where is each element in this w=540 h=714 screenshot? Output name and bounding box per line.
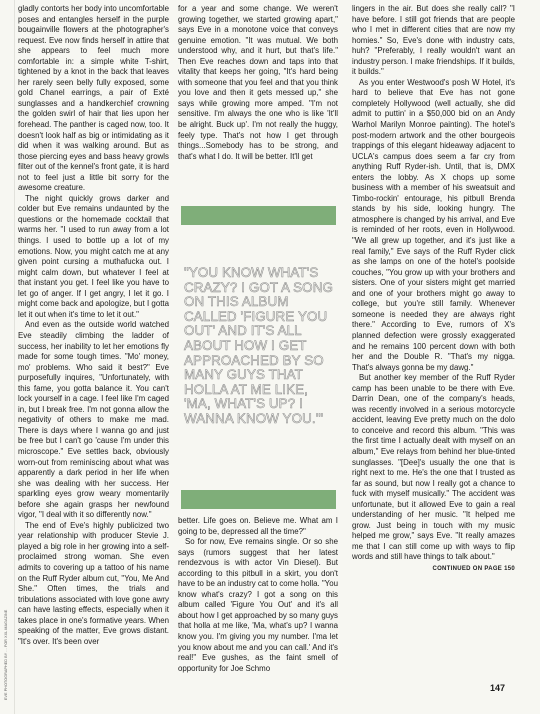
article-column-3 xyxy=(352,4,515,694)
paragraph: lingers in the air. But does she really call? "I have before. I still got friends that are people who I met in different cities that are now my homies." So, Eve's done with industry cats, huh? "Preferably, I really wouldn't want an industry person. I make friendships. If it builds, it builds." xyxy=(352,4,515,77)
article-column-1 xyxy=(18,4,169,709)
paragraph: So for now, Eve remains single. Or so she says (rumors suggest that her latest rendezvous is with actor Vin Diesel). But according to this pitbull in a skirt, you don't have to be an industry cat to come holla. "You know what's crazy? I got a song on this album called 'Figure You Out' and it's all about how I get approached by so many guys that holla at me like, 'Ma, what's up? I wanna know you. I'm giving you my number. I'ma let you know about me and you can call.' And it's real!" Eve gushes, as the faint smell of opportunity for Joe Schmo xyxy=(178,537,338,673)
paragraph: And even as the outside world watched Eve steadily climbing the ladder of success, her inability to let her emotions fly made for some tough times. "Mo' money, mo' problems. Who said it best?" Eve purposefully inquires, "Unfortunately, with this fame, you gotta balance it. You can't lock yourself in a cage. I feel like I'm caged in, but I break free. I'm not gonna allow the negativity of others to make me mad. There is days where I wanna go and just be free but I can't go 'cause I'm under this microscope." Eve settles back, obviously worn-out from reminiscing about what was apparently a dark period in her life when she was dealing with her success. Her sparkling eyes grow weary momentarily before she again grasps her newfound vigor, "I deal with it so differently now." xyxy=(18,320,169,520)
pull-quote-box xyxy=(184,266,338,427)
article-column-2-top xyxy=(178,4,338,194)
paragraph: gladly contorts her body into uncomfortable poses and entangles herself in the purple bougainville flowers at the photographer's request. Eve now finds herself in attire that she appears to feel much more comfortable in: a simple white T-shirt, tightened by a knot in the back that leaves her rarely seen belly fully exposed, some gold Chanel earrings, a pair of Exté sunglasses and a handkerchief crowning the golden swirl of hair that lies upon her forehead. The panther is caged now, too. It doesn't look half as big or intimidating as it did when it was walking around. But as those piercing eyes and bass heavy growls filter out of the kennel's front gate, it is hard not to feel just a little bit sorry for the awesome creature. xyxy=(18,4,169,193)
continued-on-page-link[interactable]: CONTINUED ON PAGE 150 xyxy=(432,565,515,572)
side-photo-credit: EVE PHOTOGRAPHED BY ... FOR XXL MAGAZINE xyxy=(4,609,8,700)
paragraph: As you enter Westwood's posh W Hotel, it's hard to believe that Eve has not gone completely Hollywood (well actually, she did admit to puttin' in a $50,000 bid on an Andy Warhol Marilyn Monroe painting). The hotel's post-modern artwork and the other bourgeois trappings of this elegant hideaway adjacent to UCLA's campus does seem a far cry from anything Ruff Ryder-ish. Until, that is, DMX enters the lobby. As X chops up some business with a member of his sweatsuit and Timbo-rockin' entourage, his pitbull Brenda stands by his side, looking hungry. The atmosphere is changed by his arrival, and Eve is reminded of her roots, even in Hollywood. "We all grew up together, and it's just like a real family," Eve says of the Ruff Ryder click as she lamps on one of the hotel's poolside couches, "You grow up with your brothers and sisters. One of your sisters might get married and one of your brothers might go away to college, but you're still family. Whenever someone is needed they are always right there." According to Eve, rumors of X's planned defection were grossly exaggerated and he remains 100 percent down with both her and the Double R. "That's my nigga. That's always gonna be my dawg." xyxy=(352,77,515,372)
paragraph: for a year and some change. We weren't growing together, we started growing apart," says Eve in a monotone voice that conveys genuine emotion. "It was mutual. We both understood why, and it hurt, but that's life." Then Eve reaches down and taps into that vitality that keeps her going, "It's hard being with someone that you feel and that you think you love and then it gets messed up," she says while growing more amped. "I'm not sensitive. I'm always the one who is like 'It'll be alright. Buck up'. I'm not really the huggy, feely type. That's not how I get through things...Somebody has to be strong, and that's what I do. It will be better. It'll get xyxy=(178,4,338,161)
pull-quote: "YOU KNOW WHAT'S CRAZY? I GOT A SONG ON THIS ALBUM CALLED 'FIGURE YOU OUT' AND IT'S ALL ABOUT HOW I GET APPROACHED BY SO MANY GUYS THAT HOLLA AT ME LIKE, 'MA, WHAT'S UP? I WANNA KNOW YOU.'" xyxy=(184,265,333,426)
paragraph: better. Life goes on. Believe me. What am I going to be, depressed all the time?" xyxy=(178,516,338,536)
pull-quote-top-bar xyxy=(181,206,336,225)
article-column-2-bottom xyxy=(178,516,338,711)
paragraph: But another key member of the Ruff Ryder camp has been unable to be there with Eve. Darrin Dean, one of the company's heads, was recently involved in a serious motorcycle accident, leaving Eve pretty much on the dolo to conceive and record this album. "This was the first time I actually dealt with myself on an album," Eve relays from behind her blue-tinted sunglasses. "[Dee]'s usually the one that is right next to me. He's the one that I trusted as far as sound, but now I really got a chance to fuck with myself musically." The accident was unfortunate, but it allowed Eve to gain a real understanding of her music. "It helped me grow. Just being in touch with my music helped me grow," says Eve. "It really amazes me that I can still come up with ways to flip words and still have things to talk about." xyxy=(352,373,515,562)
paragraph: The night quickly grows darker and colder but Eve remains undaunted by the questions or the homemade cocktail that warms her. "I used to run away from a lot things. I used to bottle up a lot of my emotions. Now, you might catch me at any given point cursing a muthafucka out. I might calm down, but whatever I feel at that instant you get. I feel like you have to let go of anger. If I get angry, I let it go. I might come back and apologize, but I gotta let it out when it's time to let it out." xyxy=(18,193,169,319)
page-number: 147 xyxy=(490,683,506,693)
paragraph: The end of Eve's highly publicized two year relationship with producer Stevie J. played a big role in her growing into a self-proclaimed strong woman. She even admits to covering up a tattoo of his name on the Ruff Ryder album cut, "You, Me And She." Often times, the trials and tribulations associated with love gone awry can have lasting effects, especially when it takes place in one's formative years. When speaking of the matter, Eve grows distant. "It's over. It's been over xyxy=(18,520,169,646)
pull-quote-bottom-bar xyxy=(181,490,336,509)
gutter-rule xyxy=(14,0,15,714)
